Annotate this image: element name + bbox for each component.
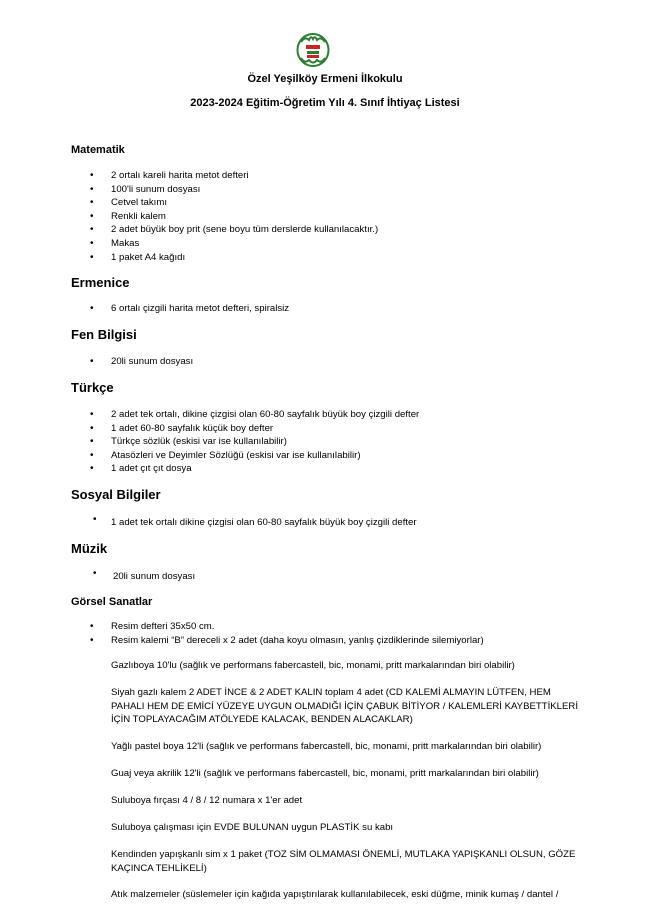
school-crest-icon	[296, 33, 330, 67]
list-item: • Resim kalemi “B” dereceli x 2 adet (daha koyu olmasın, yanlış çizdiklerinde silemiyorlar)	[71, 634, 484, 648]
gorsel-sanatlar-list	[71, 620, 484, 647]
school-name: Özel Yeşilköy Ermeni İlkokulu	[247, 73, 403, 85]
list-item: • Renkli kalem	[71, 210, 378, 224]
section-title-sosyal-bilgiler: Sosyal Bilgiler	[71, 487, 161, 502]
list-item: • 20li sunum dosyası	[71, 570, 195, 584]
list-item: • 20li sunum dosyası	[71, 355, 193, 369]
supply-paragraph: Siyah gazlı kalem 2 ADET İNCE & 2 ADET KALIN toplam 4 adet (CD KALEMİ ALMAYIN LÜTFEN, HEM PAHALI HEM DE EMİCİ YÜZEYE UYGUN OLMADIĞI İÇİN ÇABUK BİTİYOR / KALEMLERİ KAYBETTİKLERİ İÇİN TOPLAYACAĞIM ATÖLYEDE KALACAK, BENDEN ALACAKLAR)	[111, 687, 578, 726]
list-item: • 1 adet tek ortalı dikine çizgisi olan 60-80 sayfalık büyük boy çizgili defter	[71, 516, 417, 530]
supply-paragraph: Guaj veya akrilik 12'li (sağlık ve performans fabercastell, bic, monami, pritt markalarından biri olabilir)	[111, 768, 539, 779]
supply-paragraph: Yağlı pastel boya 12'li (sağlık ve performans fabercastell, bic, monami, pritt markalarından biri olabilir)	[111, 741, 542, 752]
list-item: • 100'li sunum dosyası	[71, 183, 378, 197]
list-item: • Türkçe sözlük (eskisi var ise kullanılabilir)	[71, 435, 419, 449]
section-title-ermenice: Ermenice	[71, 275, 130, 290]
section-title-muzik: Müzik	[71, 541, 108, 556]
list-item: • 1 adet çıt çıt dosya	[71, 462, 419, 476]
section-title-matematik: Matematik	[71, 144, 125, 156]
ermenice-list	[71, 302, 289, 316]
supply-paragraph: Suluboya çalışması için EVDE BULUNAN uygun PLASTİK su kabı	[111, 822, 394, 833]
sosyal-bilgiler-list	[71, 516, 417, 530]
supply-paragraph: Suluboya fırçası 4 / 8 / 12 numara x 1'er adet	[111, 795, 303, 806]
muzik-list	[71, 570, 195, 584]
list-item: • Atasözleri ve Deyimler Sözlüğü (eskisi var ise kullanılabilir)	[71, 449, 419, 463]
section-title-fen-bilgisi: Fen Bilgisi	[71, 327, 137, 342]
section-title-turkce: Türkçe	[71, 380, 114, 395]
list-item: • Resim defteri 35x50 cm.	[71, 620, 484, 634]
list-item: • 2 adet tek ortalı, dikine çizgisi olan 60-80 sayfalık büyük boy çizgili defter	[71, 408, 419, 422]
section-title-gorsel-sanatlar: Görsel Sanatlar	[71, 596, 153, 608]
supply-paragraph: Kendinden yapışkanlı sim x 1 paket (TOZ SİM OLMAMASI ÖNEMLİ, MUTLAKA YAPIŞKANLI OLSUN, GÖZE KAÇINCA TEHLİKELİ)	[111, 849, 576, 874]
supply-paragraph: Atık malzemeler (süslemeler için kağıda yapıştırılarak kullanılabilecek, eski düğme, minik kumaş / dantel /	[111, 889, 559, 900]
list-item: • 6 ortalı çizgili harita metot defteri, spiralsiz	[71, 302, 289, 316]
list-item: • Makas	[71, 237, 378, 251]
matematik-list	[71, 169, 378, 264]
list-title: 2023-2024 Eğitim-Öğretim Yılı 4. Sınıf İhtiyaç Listesi	[190, 97, 460, 109]
list-item: • 2 ortalı kareli harita metot defteri	[71, 169, 378, 183]
turkce-list	[71, 408, 419, 476]
list-item: • 2 adet büyük boy prit (sene boyu tüm derslerde kullanılacaktır.)	[71, 223, 378, 237]
list-item: • 1 adet 60-80 sayfalık küçük boy defter	[71, 422, 419, 436]
list-item: • Cetvel takımı	[71, 196, 378, 210]
fen-bilgisi-list	[71, 355, 193, 369]
supply-paragraph: Gazlıboya 10'lu (sağlık ve performans fabercastell, bic, monami, pritt markalarından biri olabilir)	[111, 660, 515, 671]
list-item: • 1 paket A4 kağıdı	[71, 251, 378, 265]
